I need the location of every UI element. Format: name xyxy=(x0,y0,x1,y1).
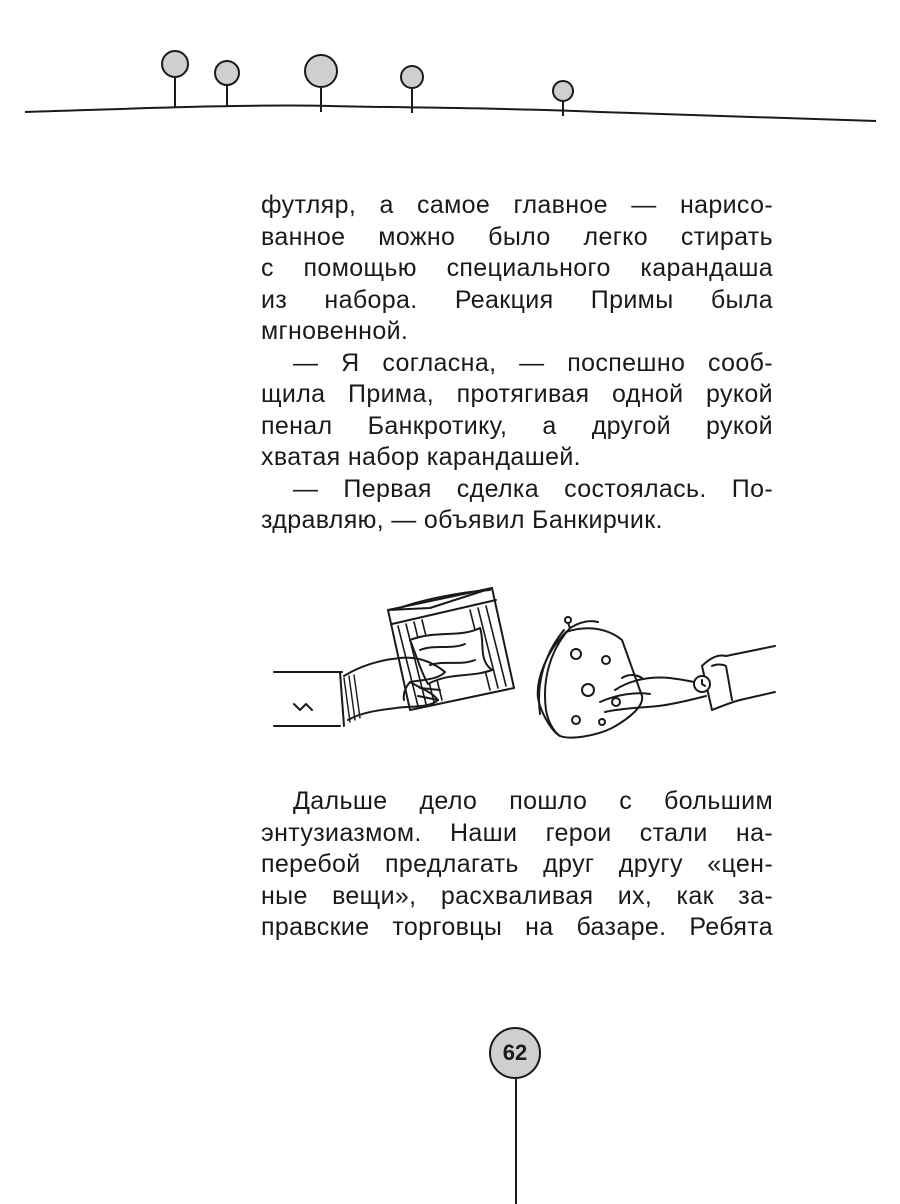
text-block-bottom xyxy=(261,786,773,944)
tree-3 xyxy=(305,55,337,112)
paragraph-4 xyxy=(261,786,773,944)
text-line: перебой предлагать друг другу «цен- xyxy=(261,850,773,878)
text-line: — Первая сделка состоялась. По- xyxy=(293,474,773,503)
text-line: мгновенной. xyxy=(261,317,409,345)
tree-4 xyxy=(401,66,423,113)
paragraph-2 xyxy=(261,348,773,474)
page-number: 62 xyxy=(489,1027,541,1079)
text-line: щила Прима, протягивая одной рукой xyxy=(261,380,773,408)
tree-1 xyxy=(162,51,188,107)
text-line: из набора. Реакция Примы была xyxy=(261,285,773,314)
header-trees-illustration xyxy=(0,0,900,140)
page-number-marker xyxy=(480,1020,560,1200)
hands-exchange-illustration xyxy=(270,580,780,755)
text-block-top xyxy=(261,190,773,537)
text-line: ные вещи», расхваливая их, как за- xyxy=(261,881,773,910)
pencil-case xyxy=(538,617,642,738)
text-line: хватая набор карандашей. xyxy=(261,443,581,471)
page-number-stem xyxy=(515,1079,517,1204)
pencil-set-box xyxy=(388,588,514,710)
text-line: здравляю, — объявил Банкирчик. xyxy=(261,506,663,534)
text-line: Дальше дело пошло с большим xyxy=(293,787,773,815)
text-line: — Я согласна, — поспешно сооб- xyxy=(293,348,773,377)
text-line: энтузиазмом. Наши герои стали на- xyxy=(261,818,773,847)
paragraph-1 xyxy=(261,190,773,348)
text-line: правские торговцы на базаре. Ребята xyxy=(261,913,773,941)
text-line: футляр, а самое главное — нарисо- xyxy=(261,191,773,219)
text-line: пенал Банкротику, а другой рукой xyxy=(261,411,773,440)
text-line: ванное можно было легко стирать xyxy=(261,222,773,251)
text-line: с помощью специального карандаша xyxy=(261,254,773,282)
paragraph-3 xyxy=(261,474,773,537)
tree-2 xyxy=(215,61,239,106)
